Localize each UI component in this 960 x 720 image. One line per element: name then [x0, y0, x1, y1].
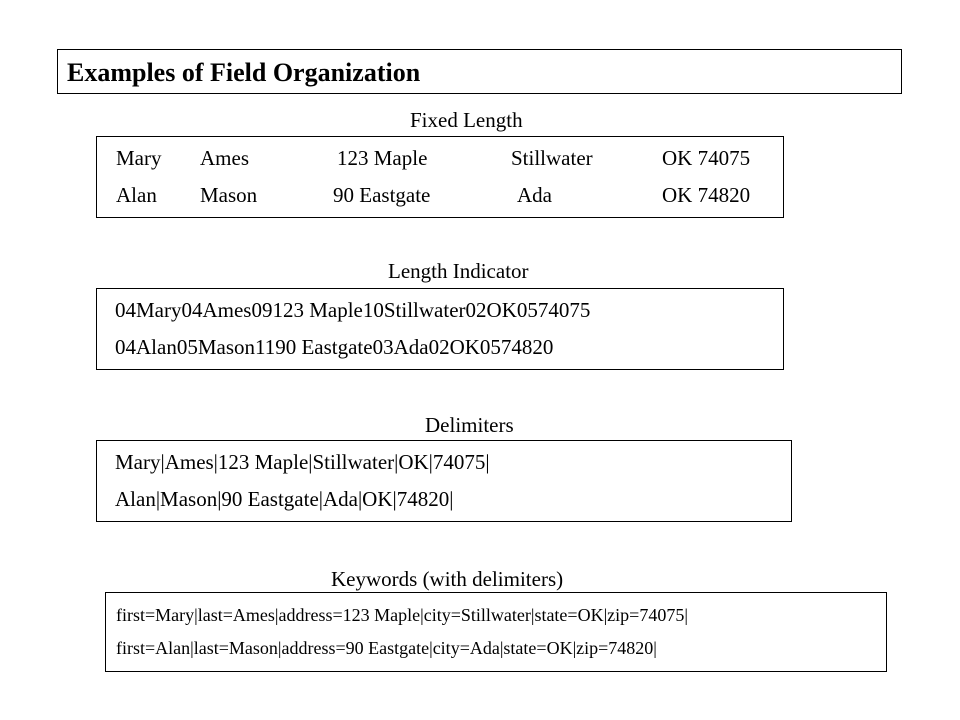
- delimiters-heading: Delimiters: [425, 413, 514, 437]
- first-name-cell: Alan: [116, 183, 157, 207]
- state-zip-cell: OK 74820: [662, 183, 751, 207]
- record-line: Alan|Mason|90 Eastgate|Ada|OK|74820|: [115, 487, 454, 511]
- record-line: Mary|Ames|123 Maple|Stillwater|OK|74075|: [115, 450, 490, 474]
- record-line: first=Alan|last=Mason|address=90 Eastgate|city=Ada|state=OK|zip=74820|: [116, 638, 657, 658]
- keywords-box: [105, 592, 887, 672]
- city-cell: Stillwater: [511, 146, 593, 170]
- city-cell: Ada: [517, 183, 552, 207]
- address-cell: 90 Eastgate: [333, 183, 431, 207]
- record-line: 04Mary04Ames09123 Maple10Stillwater02OK0574075: [115, 298, 591, 322]
- record-line: first=Mary|last=Ames|address=123 Maple|city=Stillwater|state=OK|zip=74075|: [116, 605, 688, 625]
- length-indicator-heading: Length Indicator: [388, 259, 529, 283]
- length-indicator-box: [96, 288, 784, 370]
- title-box: [57, 49, 902, 94]
- last-name-cell: Mason: [200, 183, 258, 207]
- delimiters-box: [96, 440, 792, 522]
- state-zip-cell: OK 74075: [662, 146, 751, 170]
- address-cell: 123 Maple: [337, 146, 428, 170]
- fixed-length-box: [96, 136, 784, 218]
- keywords-heading: Keywords (with delimiters): [331, 567, 564, 591]
- record-line: 04Alan05Mason1190 Eastgate03Ada02OK0574820: [115, 335, 554, 359]
- page-title: Examples of Field Organization: [67, 58, 421, 87]
- first-name-cell: Mary: [116, 146, 162, 170]
- fixed-length-heading: Fixed Length: [410, 108, 523, 132]
- last-name-cell: Ames: [200, 146, 249, 170]
